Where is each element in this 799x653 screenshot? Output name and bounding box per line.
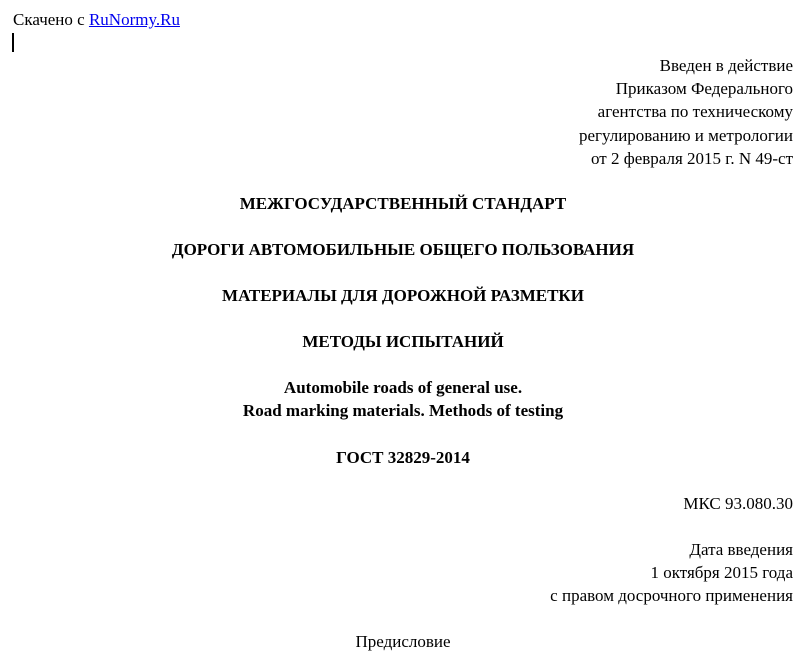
standard-designation: ГОСТ 32829-2014	[336, 448, 470, 467]
approval-block	[579, 54, 793, 170]
approval-line: Приказом Федерального	[615, 79, 793, 99]
approval-line: Введен в действие	[659, 56, 793, 75]
section-heading-foreword: Предисловие	[355, 632, 451, 651]
mks-code: МКС 93.080.30	[683, 494, 793, 513]
intro-date-block	[550, 538, 793, 607]
english-title-line: Automobile roads of general use.	[283, 378, 523, 397]
intro-date-line: с правом досрочного применения	[550, 586, 793, 605]
approval-line: от 2 февраля 2015 г. N 49-ст	[590, 148, 793, 168]
intro-date-line: 1 октября 2015 года	[650, 563, 793, 582]
approval-line: регулированию и метрологии	[578, 125, 793, 145]
title-line: МЕТОДЫ ИСПЫТАНИЙ	[302, 332, 504, 351]
intro-date-line: Дата введения	[689, 540, 793, 559]
source-line	[13, 8, 180, 31]
text-cursor	[12, 33, 14, 52]
approval-line: агентства по техническому	[597, 102, 793, 122]
title-line: МАТЕРИАЛЫ ДЛЯ ДОРОЖНОЙ РАЗМЕТКИ	[222, 286, 584, 305]
title-line: ДОРОГИ АВТОМОБИЛЬНЫЕ ОБЩЕГО ПОЛЬЗОВАНИЯ	[171, 240, 635, 259]
english-title-line: Road marking materials. Methods of testing	[242, 401, 564, 420]
standard-type-heading: МЕЖГОСУДАРСТВЕННЫЙ СТАНДАРТ	[239, 194, 567, 213]
source-link[interactable]: RuNormy.Ru	[88, 10, 180, 29]
source-prefix: Скачено с	[13, 10, 85, 29]
